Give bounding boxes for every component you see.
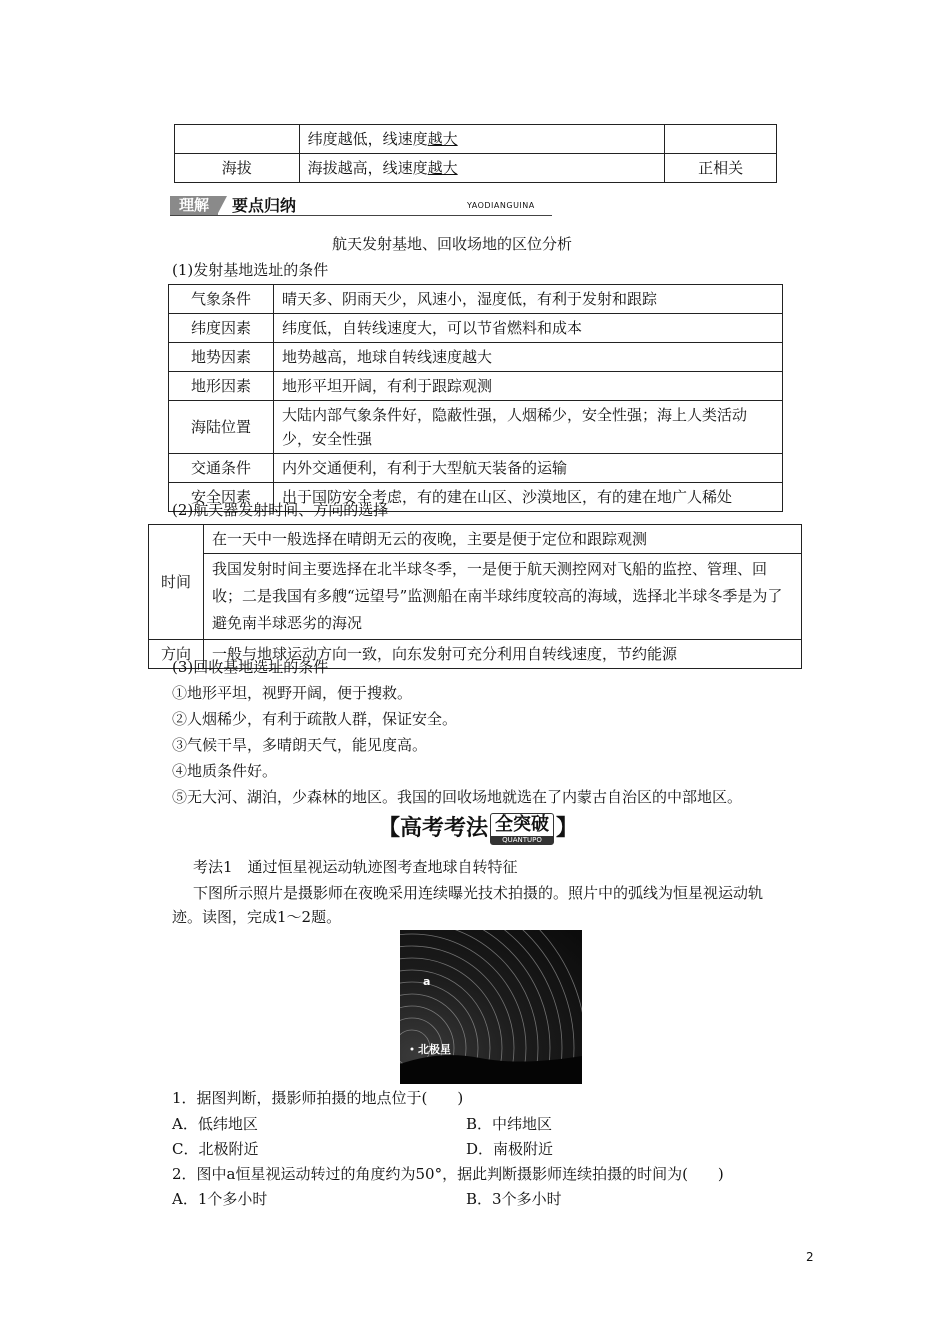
badge-pinyin: QUANTUPO [491,836,553,844]
banner-pinyin: YAODIANGUINA [467,201,535,210]
page-number: 2 [806,1250,814,1264]
table-cell: 地势越高，地球自转线速度越大 [274,343,783,372]
badge-text: 全突破 [495,814,550,835]
launch-time-direction-table [148,524,802,669]
table-cell: 晴天多、阴雨天少，风速小，湿度低，有利于发射和跟踪 [274,285,783,314]
row-label: 安全因素 [169,483,274,512]
subheading-1: (1)发射基地选址的条件 [172,261,329,279]
table-cell [175,125,300,154]
section-title: 航天发射基地、回收场地的区位分析 [332,235,573,253]
row-label: 方向 [149,640,204,669]
table-cell [299,125,665,154]
subheading-2: (2)航天器发射时间、方向的选择 [172,501,389,519]
table-cell: 我国发射时间主要选择在北半球冬季，一是便于航天测控网对飞船的监控、管理、回收；二是我国有多艘“远望号”监测船在南半球纬度较高的海域，选择北半球冬季是为了避免南半球恶劣的海况 [204,554,802,640]
q2-option-a[interactable]: A．1个多小时 [172,1190,268,1208]
table-cell: 纬度低，自转线速度大，可以节省燃料和成本 [274,314,783,343]
row-label: 交通条件 [169,454,274,483]
intro-text: 下图所示照片是摄影师在夜晚采用连续曝光技术拍摄的。照片中的弧线为恒星视运动轨 [193,884,764,902]
launch-site-conditions-table [168,284,783,512]
table-cell: 在一天中一般选择在晴朗无云的夜晚，主要是便于定位和跟踪观测 [204,525,802,554]
list-item: ③气候干旱，多晴朗天气，能见度高。 [172,736,428,754]
table-cell [665,125,777,154]
table-cell [299,154,665,183]
table-cell: 一般与地球运动方向一致，向东发射可充分利用自转线速度，节约能源 [204,640,802,669]
underlined-answer: 越大 [427,130,458,148]
list-item: ④地质条件好。 [172,762,278,780]
row-label: 气象条件 [169,285,274,314]
question-2-stem: 2．图中a恒星视运动转过的角度约为50°，据此判断摄影师连续拍摄的时间为( ) [172,1165,724,1183]
banner-tag: 理解 [170,196,218,215]
method-heading: 考法1 通过恒星视运动轨迹图考查地球自转特征 [193,858,518,876]
list-item: ⑤无大河、湖泊，少森林的地区。我国的回收场地就选在了内蒙古自治区的中部地区。 [172,788,743,806]
latitude-altitude-table [174,124,777,183]
label-polaris: 北极星 [418,1043,451,1056]
intro-text: 迹。读图，完成1～2题。 [172,908,342,926]
star-trails-svg [400,930,582,1084]
q2-option-b[interactable]: B．3个多小时 [466,1190,562,1208]
table-cell: 内外交通便利，有利于大型航天装备的运输 [274,454,783,483]
subheading-3: (3)回收基地选址的条件 [172,658,329,676]
star-trail-photo [400,930,582,1084]
banner-title: 高考考法 [400,816,489,841]
cell-text: 海拔越高，线速度 [307,159,428,177]
banner-slash-icon [217,196,227,215]
underlined-answer: 越大 [427,159,458,177]
list-item: ①地形平坦，视野开阔，便于搜救。 [172,684,413,702]
row-label: 海拔 [175,154,300,183]
table-cell: 地形平坦开阔，有利于跟踪观测 [274,372,783,401]
row-label: 纬度因素 [169,314,274,343]
row-label: 地形因素 [169,372,274,401]
table-cell: 出于国防安全考虑，有的建在山区、沙漠地区，有的建在地广人稀处 [274,483,783,512]
cell-text: 纬度越低，线速度 [307,130,428,148]
list-item: ②人烟稀少，有利于疏散人群，保证安全。 [172,710,458,728]
q1-option-d[interactable]: D．南极附近 [466,1140,554,1158]
q1-option-b[interactable]: B．中纬地区 [466,1115,553,1133]
exam-method-banner [378,813,578,845]
relation-cell: 正相关 [665,154,777,183]
row-label: 地势因素 [169,343,274,372]
banner-title: 要点归纳 [232,196,297,215]
question-1-stem: 1．据图判断，摄影师拍摄的地点位于( ) [172,1089,464,1107]
banner-underline [170,215,552,216]
section-banner [170,196,552,216]
row-label: 海陆位置 [169,401,274,454]
label-a: a [423,975,431,988]
bracket-left: 【 [378,816,401,841]
bracket-right: 】 [556,816,579,841]
q1-option-a[interactable]: A．低纬地区 [172,1115,258,1133]
table-cell: 大陆内部气象条件好，隐蔽性强，人烟稀少，安全性强；海上人类活动少，安全性强 [274,401,783,454]
q1-option-c[interactable]: C．北极附近 [172,1140,259,1158]
row-label: 时间 [149,525,204,640]
banner-badge [490,813,554,845]
